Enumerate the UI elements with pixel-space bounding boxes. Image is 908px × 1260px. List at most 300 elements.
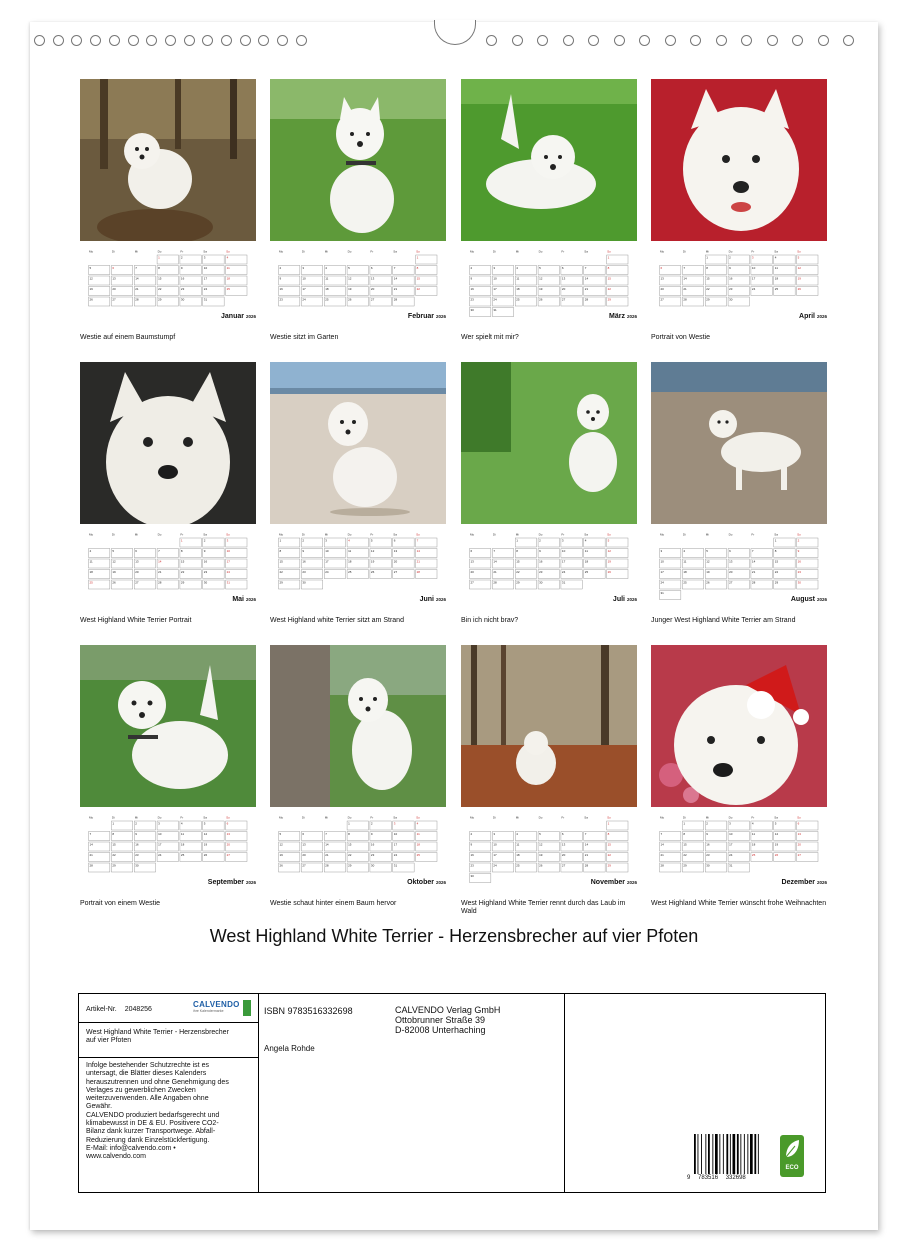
day-number: 19: [370, 559, 375, 564]
binding-hole: [614, 35, 625, 46]
day-number: 6: [470, 549, 473, 553]
day-number: 8: [279, 549, 282, 553]
day-number: 23: [135, 853, 139, 857]
day-number: 3: [203, 255, 206, 260]
day-number: 18: [348, 559, 352, 564]
month-label: Oktober 2026: [407, 879, 446, 886]
weekday-label: So: [607, 815, 611, 820]
day-number: 12: [607, 549, 611, 553]
legal-line: E-Mail: info@calvendo.com •: [86, 1144, 176, 1152]
weekday-label: Fr: [370, 249, 374, 254]
weekday-label: Sa: [774, 815, 778, 820]
day-cell: [180, 255, 201, 264]
weekday-label: Di: [492, 815, 496, 820]
day-number: 9: [706, 832, 708, 836]
day-number: 20: [561, 853, 566, 857]
day-number: 23: [470, 297, 474, 302]
barcode-bar: [754, 1134, 756, 1174]
day-number: 13: [226, 832, 230, 836]
weekday-label: Fr: [370, 532, 374, 537]
day-number: 13: [470, 559, 474, 564]
day-number: 27: [112, 297, 116, 302]
day-number: 5: [797, 255, 800, 260]
day-number: 4: [774, 255, 777, 260]
photo-march: [461, 79, 637, 241]
day-number: 30: [729, 297, 733, 302]
day-cell: [561, 266, 582, 275]
weekday-label: Do: [157, 815, 162, 820]
day-number: 28: [584, 297, 589, 302]
day-number: 13: [660, 276, 664, 281]
day-number: 16: [539, 559, 543, 564]
weekday-label: So: [416, 249, 420, 254]
day-number: 6: [660, 266, 663, 270]
day-number: 31: [660, 591, 664, 595]
day-number: 18: [226, 276, 230, 281]
day-number: 25: [516, 863, 520, 868]
day-number: 30: [302, 580, 306, 585]
barcode-bar: [747, 1134, 748, 1174]
month-day-grid: [659, 815, 819, 885]
day-number: 15: [516, 559, 520, 564]
calendar-grid: [278, 815, 438, 885]
day-number: 8: [516, 549, 518, 553]
day-number: 1: [706, 255, 708, 260]
publisher-line: CALVENDO Verlag GmbH: [395, 1005, 501, 1015]
day-cell: [797, 549, 818, 558]
day-number: 8: [348, 832, 350, 836]
day-number: 8: [607, 266, 610, 270]
day-number: 11: [180, 832, 185, 836]
day-number: 8: [158, 266, 160, 270]
day-number: 13: [393, 549, 398, 553]
day-number: 12: [706, 559, 710, 564]
day-number: 10: [493, 276, 497, 281]
weekday-label: Mo: [470, 532, 475, 537]
day-number: 6: [393, 538, 396, 543]
weekday-label: Mi: [705, 815, 709, 820]
day-cell: [751, 255, 772, 264]
calendar-grid: [278, 249, 438, 319]
day-number: 18: [751, 842, 756, 847]
day-number: 13: [561, 842, 566, 847]
day-number: 13: [302, 842, 306, 847]
day-number: 9: [729, 266, 731, 270]
barcode-bar: [750, 1134, 753, 1174]
weekday-label: Mi: [515, 532, 519, 537]
day-number: 26: [203, 853, 208, 857]
day-number: 11: [516, 842, 520, 847]
binding-hole: [563, 35, 574, 46]
day-cell: [226, 255, 247, 264]
day-number: 30: [539, 580, 543, 585]
weekday-label: Fr: [751, 532, 755, 537]
binding-hole: [665, 35, 676, 46]
day-cell: [279, 538, 300, 547]
weekday-label: Do: [347, 249, 352, 254]
day-cell: [705, 832, 726, 841]
day-cell: [134, 821, 155, 830]
weekday-label: Di: [492, 249, 496, 254]
day-number: 12: [370, 549, 375, 553]
day-number: 30: [203, 580, 208, 585]
photo-caption: Junger West Highland White Terrier am Strand: [651, 617, 796, 624]
day-number: 2: [797, 538, 800, 543]
day-cell: [370, 266, 391, 275]
barcode-bar: [726, 1134, 728, 1174]
day-number: 16: [729, 276, 733, 281]
legal-line: Gewähr.: [86, 1103, 113, 1111]
month-label: Juni 2026: [419, 596, 446, 603]
day-number: 18: [516, 287, 520, 291]
weekday-label: Fr: [370, 815, 374, 820]
day-cell: [180, 549, 201, 558]
day-number: 18: [416, 842, 420, 847]
day-number: 3: [660, 549, 663, 553]
day-number: 27: [302, 863, 306, 868]
day-number: 15: [416, 276, 420, 281]
weekday-label: Di: [492, 532, 496, 537]
weekday-label: Mi: [515, 815, 519, 820]
weekday-label: Di: [111, 249, 115, 254]
imprint-left-column: [79, 994, 259, 1192]
day-cell: [89, 549, 110, 558]
day-number: 13: [112, 276, 116, 281]
day-number: 10: [493, 842, 497, 847]
day-cell: [538, 266, 559, 275]
day-number: 26: [348, 297, 352, 302]
day-number: 10: [325, 549, 329, 553]
day-number: 23: [302, 570, 306, 574]
day-number: 19: [607, 559, 611, 564]
weekday-label: Di: [682, 249, 686, 254]
weekday-label: Do: [538, 815, 543, 820]
weekday-label: Do: [347, 532, 352, 537]
day-number: 10: [751, 266, 756, 270]
binding-hole: [53, 35, 64, 46]
day-number: 11: [516, 276, 520, 281]
month-day-grid: [469, 532, 629, 602]
day-cell: [660, 832, 681, 841]
weekday-label: Do: [728, 532, 733, 537]
day-number: 3: [493, 266, 496, 270]
binding-hole: [258, 35, 269, 46]
day-number: 7: [393, 266, 396, 270]
day-number: 4: [683, 549, 686, 553]
month-label: Juli 2026: [612, 596, 637, 603]
day-number: 26: [112, 580, 116, 585]
day-number: 11: [584, 549, 588, 553]
day-number: 3: [561, 538, 564, 543]
day-number: 24: [302, 297, 306, 302]
day-cell: [89, 832, 110, 841]
day-number: 28: [751, 580, 756, 585]
day-cell: [538, 538, 559, 547]
day-number: 11: [325, 276, 329, 281]
day-number: 12: [539, 842, 543, 847]
day-number: 7: [584, 832, 587, 836]
day-number: 27: [393, 570, 398, 574]
day-number: 2: [135, 821, 137, 826]
isbn: ISBN 9783516332698: [264, 1006, 353, 1016]
day-number: 29: [607, 863, 611, 868]
day-number: 9: [470, 276, 473, 281]
month-label: Dezember 2026: [781, 879, 827, 886]
day-number: 1: [112, 821, 115, 826]
weekday-label: So: [797, 532, 801, 537]
day-number: 9: [470, 842, 473, 847]
photo-february: [270, 79, 446, 241]
day-number: 6: [729, 549, 731, 553]
day-cell: [607, 538, 628, 547]
day-cell: [393, 821, 414, 830]
calendar-grid: [88, 249, 248, 319]
day-cell: [416, 255, 437, 264]
day-cell: [203, 821, 224, 830]
day-number: 11: [683, 559, 687, 564]
day-number: 8: [112, 832, 115, 836]
day-number: 8: [416, 266, 419, 270]
day-number: 1: [279, 538, 282, 543]
day-number: 30: [180, 297, 185, 302]
weekday-label: Mi: [324, 815, 328, 820]
day-number: 11: [416, 832, 420, 836]
day-number: 5: [706, 549, 708, 553]
day-cell: [324, 266, 345, 275]
day-number: 4: [516, 832, 518, 836]
binding-hole: [146, 35, 157, 46]
day-number: 5: [370, 538, 373, 543]
day-number: 15: [112, 842, 116, 847]
binding-hole: [588, 35, 599, 46]
day-number: 20: [393, 559, 398, 564]
day-cell: [470, 842, 491, 851]
day-number: 17: [493, 853, 497, 857]
weekday-label: Sa: [393, 249, 397, 254]
day-number: 11: [89, 559, 93, 564]
day-number: 10: [158, 832, 162, 836]
binding-hole: [109, 35, 120, 46]
day-number: 13: [561, 276, 566, 281]
day-number: 5: [89, 266, 92, 270]
day-number: 25: [226, 287, 230, 291]
day-number: 2: [470, 832, 473, 836]
day-number: 5: [348, 266, 350, 270]
day-number: 21: [584, 853, 589, 857]
month-label: März 2026: [609, 313, 637, 320]
day-number: 14: [584, 842, 589, 847]
day-number: 29: [348, 863, 352, 868]
day-number: 17: [393, 842, 398, 847]
day-number: 16: [203, 559, 208, 564]
legal-line: Infolge bestehender Schutzrechte ist es: [86, 1062, 209, 1069]
day-cell: [728, 266, 749, 275]
day-number: 29: [774, 580, 779, 585]
day-cell: [561, 832, 582, 841]
day-number: 9: [302, 549, 305, 553]
weekday-label: Di: [301, 249, 305, 254]
barcode-digits: 9 783516 332698: [687, 1175, 746, 1181]
day-number: 6: [112, 266, 115, 270]
day-cell: [682, 832, 703, 841]
day-number: 28: [135, 297, 139, 302]
legal-line: Bilanz dank kurzer Transportwege. Abfall-: [86, 1128, 216, 1136]
day-number: 26: [607, 570, 611, 574]
day-number: 29: [112, 863, 116, 868]
day-number: 28: [493, 580, 497, 585]
publisher-line: D-82008 Unterhaching: [395, 1025, 486, 1035]
day-cell: [797, 821, 818, 830]
day-number: 14: [683, 276, 687, 281]
day-cell: [324, 538, 345, 547]
legal-line: untersagt, die Blätter dieses Kalenders: [86, 1070, 207, 1078]
day-number: 3: [226, 538, 229, 543]
day-number: 20: [112, 287, 116, 291]
day-number: 28: [584, 863, 589, 868]
day-number: 12: [797, 266, 801, 270]
day-cell: [89, 266, 110, 275]
publisher-line: Ottobrunner Straße 39: [395, 1015, 486, 1025]
day-number: 15: [348, 842, 352, 847]
binding-hole: [690, 35, 701, 46]
barcode-bar: [730, 1134, 731, 1174]
day-number: 6: [561, 832, 564, 836]
month-day-grid: [469, 815, 629, 885]
day-cell: [515, 832, 536, 841]
day-cell: [682, 821, 703, 830]
day-number: 8: [774, 549, 777, 553]
day-number: 17: [660, 570, 664, 574]
day-number: 19: [706, 570, 710, 574]
day-number: 15: [683, 842, 687, 847]
day-number: 5: [607, 538, 610, 543]
day-number: 7: [660, 832, 663, 836]
weekday-label: Fr: [561, 815, 565, 820]
month-label: April 2026: [799, 313, 827, 320]
day-number: 14: [751, 559, 756, 564]
photo-caption: Portrait von einem Westie: [80, 900, 161, 907]
day-cell: [393, 266, 414, 275]
calvendo-logo: CALVENDO ihre Kalendermarke: [193, 1000, 251, 1018]
day-number: 20: [660, 287, 664, 291]
barcode-area: [687, 1134, 762, 1184]
day-number: 19: [539, 287, 543, 291]
photo-october: [270, 645, 446, 807]
calendar-grid: [659, 815, 819, 885]
day-number: 12: [348, 276, 352, 281]
month-label: Januar 2026: [221, 313, 256, 320]
photo-may: [80, 362, 256, 524]
day-number: 22: [607, 853, 611, 857]
day-number: 23: [279, 297, 283, 302]
day-number: 18: [516, 853, 520, 857]
day-number: 2: [706, 821, 708, 826]
day-number: 10: [729, 832, 733, 836]
day-cell: [470, 832, 491, 841]
legal-line: Verlages zu gewerblichen Zwecken: [86, 1086, 196, 1094]
day-cell: [470, 276, 491, 285]
photo-caption: Westie sitzt im Garten: [270, 334, 339, 341]
day-number: 24: [226, 570, 230, 574]
day-number: 28: [89, 863, 93, 868]
publisher-address: [395, 1005, 500, 1035]
day-cell: [157, 549, 178, 558]
day-cell: [157, 266, 178, 275]
day-cell: [301, 832, 322, 841]
weekday-label: So: [226, 532, 230, 537]
day-number: 2: [203, 538, 206, 543]
day-cell: [301, 549, 322, 558]
barcode: [692, 1134, 762, 1176]
binding-hole: [818, 35, 829, 46]
day-cell: [279, 266, 300, 275]
binding-hole: [843, 35, 854, 46]
barcode-bar: [744, 1134, 745, 1174]
day-number: 9: [797, 549, 800, 553]
day-number: 20: [561, 287, 566, 291]
day-number: 30: [706, 863, 710, 868]
weekday-label: Mi: [705, 532, 709, 537]
day-number: 24: [729, 853, 733, 857]
day-cell: [347, 832, 368, 841]
day-cell: [751, 821, 772, 830]
day-number: 10: [393, 832, 398, 836]
photo-caption: Portrait von Westie: [651, 334, 711, 341]
day-number: 24: [393, 853, 398, 857]
photo-july: [461, 362, 637, 524]
calendar-grid: [659, 532, 819, 602]
day-number: 2: [470, 266, 473, 270]
day-number: 12: [203, 832, 208, 836]
day-cell: [111, 832, 132, 841]
day-number: 17: [325, 559, 329, 564]
day-number: 31: [226, 580, 230, 585]
day-number: 15: [706, 276, 710, 281]
weekday-label: Do: [538, 249, 543, 254]
day-number: 19: [774, 842, 779, 847]
weekday-label: Sa: [203, 815, 207, 820]
day-cell: [279, 832, 300, 841]
photo-caption: West Highland white Terrier sitzt am Strand: [270, 617, 404, 624]
weekday-label: Fr: [751, 815, 755, 820]
photo-caption: West Highland White Terrier wünscht frohe Weihnachten: [651, 900, 827, 907]
day-cell: [515, 538, 536, 547]
day-number: 24: [493, 863, 497, 868]
day-number: 10: [660, 559, 664, 564]
day-number: 27: [729, 580, 733, 585]
day-cell: [705, 549, 726, 558]
photo-caption: Westie auf einem Baumstumpf: [80, 334, 176, 341]
day-number: 28: [660, 863, 664, 868]
leaf-icon: [780, 1135, 804, 1165]
day-number: 25: [774, 287, 779, 291]
day-cell: [470, 266, 491, 275]
weekday-label: Mi: [515, 249, 519, 254]
day-number: 6: [561, 266, 564, 270]
day-number: 31: [203, 297, 208, 302]
day-number: 6: [302, 832, 305, 836]
weekday-label: So: [607, 532, 611, 537]
barcode-bar: [698, 1134, 699, 1174]
day-number: 22: [416, 287, 420, 291]
weekday-label: Sa: [393, 815, 397, 820]
day-cell: [797, 255, 818, 264]
day-number: 17: [158, 842, 162, 847]
day-number: 16: [797, 559, 801, 564]
day-number: 11: [774, 266, 778, 270]
day-cell: [203, 255, 224, 264]
day-cell: [347, 538, 368, 547]
